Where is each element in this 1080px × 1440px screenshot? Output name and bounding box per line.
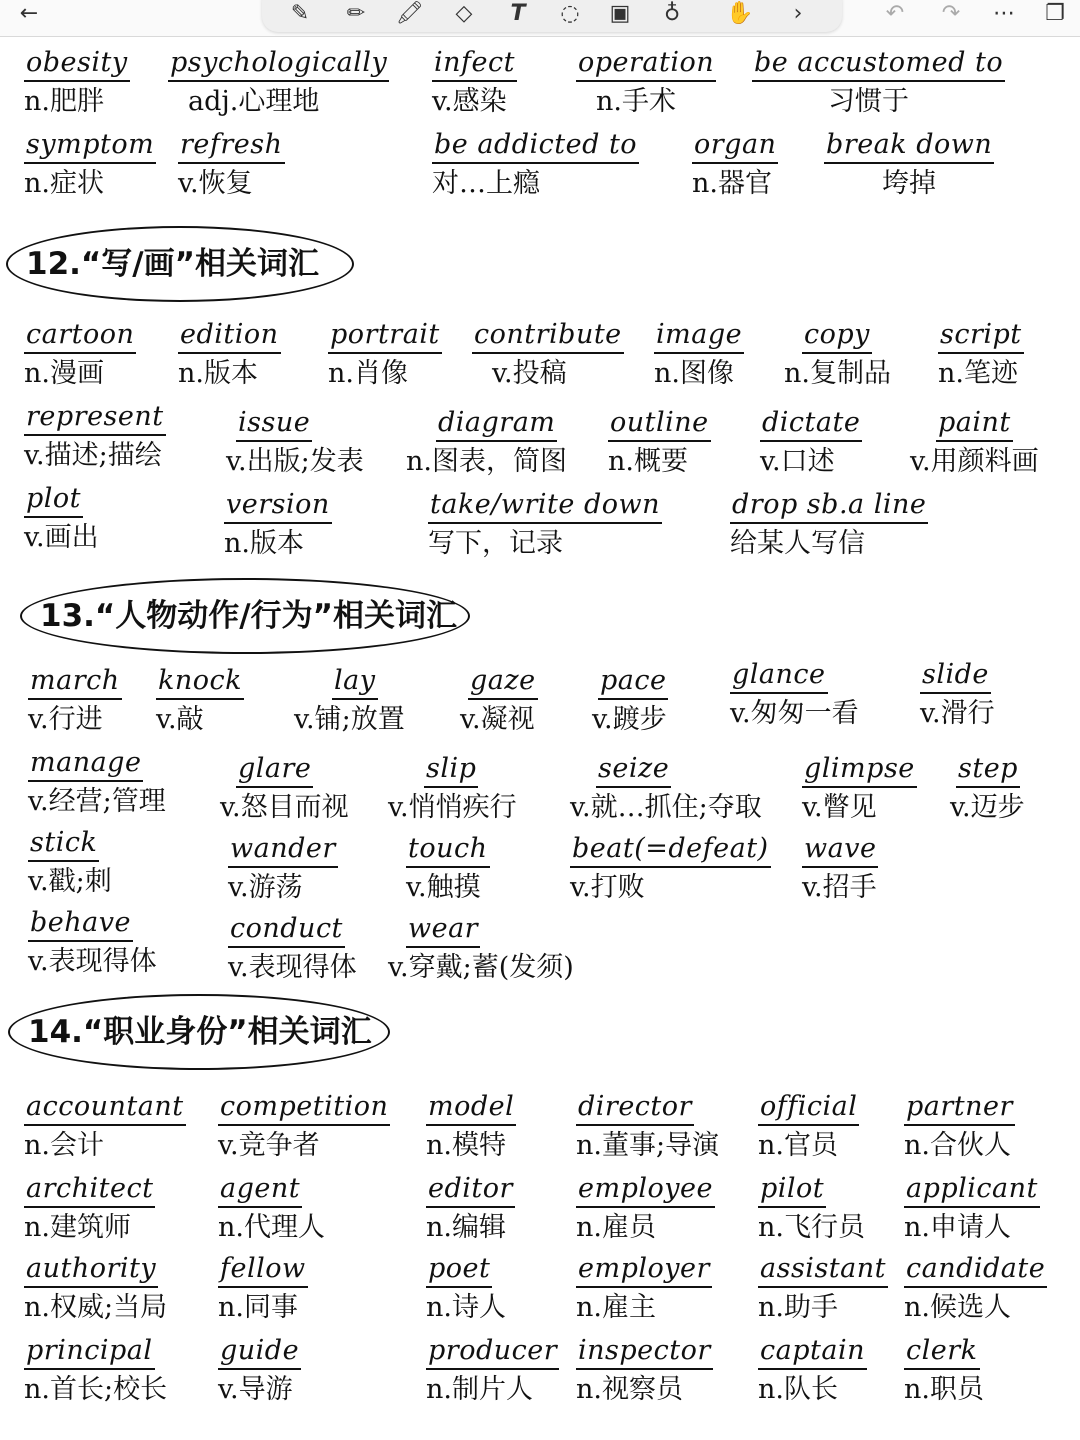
vocab-entry xyxy=(472,318,624,392)
vocab-entry xyxy=(730,488,928,562)
vocab-meaning: n.版本 xyxy=(178,358,258,389)
more-icon[interactable]: ⋯ xyxy=(993,0,1015,26)
vocab-meaning: v.竞争者 xyxy=(218,1130,320,1161)
vocab-word: authority xyxy=(24,1252,158,1288)
vocab-entry xyxy=(388,752,517,826)
vocab-word: slide xyxy=(920,658,991,694)
vocab-word: conduct xyxy=(228,912,345,948)
vocab-word: partner xyxy=(904,1090,1015,1126)
vocab-entry xyxy=(950,752,1025,826)
vocab-word: stick xyxy=(28,826,99,862)
vocab-word: editor xyxy=(426,1172,515,1208)
vocab-word: knock xyxy=(156,664,244,700)
vocab-meaning: n.申请人 xyxy=(904,1212,1011,1243)
vocab-meaning: n.漫画 xyxy=(24,358,104,389)
vocab-word: clerk xyxy=(904,1334,980,1370)
vocab-word: manage xyxy=(28,746,143,782)
highlighter-icon[interactable]: 🖍 xyxy=(396,0,424,26)
vocab-word: symptom xyxy=(24,128,156,164)
vocab-entry xyxy=(576,1252,712,1326)
vocab-entry xyxy=(426,1090,516,1164)
vocab-word: applicant xyxy=(904,1172,1040,1208)
vocab-entry xyxy=(576,1090,719,1164)
vocab-entry xyxy=(28,906,157,980)
vocab-entry xyxy=(24,1252,167,1326)
vocab-meaning: n.助手 xyxy=(758,1292,838,1323)
vocab-entry xyxy=(228,832,338,906)
vocab-entry xyxy=(904,1172,1040,1246)
vocab-meaning: v.踱步 xyxy=(592,704,667,735)
vocab-word: plot xyxy=(24,482,83,518)
vocab-word: wave xyxy=(802,832,878,868)
vocab-entry xyxy=(24,128,156,202)
hand-icon[interactable]: ✋ xyxy=(726,0,754,26)
vocab-entry xyxy=(156,664,244,738)
vocab-entry xyxy=(576,46,716,120)
vocab-entry xyxy=(24,1090,186,1164)
pen-icon[interactable]: ✏ xyxy=(346,0,366,26)
vocab-entry xyxy=(24,482,99,556)
vocab-meaning: v.穿戴;蓄(发须) xyxy=(388,952,574,983)
vocab-entry xyxy=(220,752,349,826)
vocab-entry xyxy=(758,1334,867,1408)
vocab-meaning: v.游荡 xyxy=(228,872,303,903)
vocab-entry xyxy=(802,832,878,906)
vocab-word: diagram xyxy=(436,406,557,442)
vocab-word: refresh xyxy=(178,128,285,164)
vocab-word: issue xyxy=(236,406,312,442)
vocab-word: dictate xyxy=(760,406,862,442)
vocab-word: producer xyxy=(426,1334,559,1370)
vocab-meaning: v.用颜料画 xyxy=(910,446,1039,477)
vocab-entry xyxy=(388,912,574,986)
vocab-meaning: n.飞行员 xyxy=(758,1212,865,1243)
vocab-word: paint xyxy=(936,406,1013,442)
vocab-meaning: n.症状 xyxy=(24,168,104,199)
vocab-word: employer xyxy=(576,1252,712,1288)
vocab-meaning: v.戳;刺 xyxy=(28,866,112,897)
vocab-entry xyxy=(460,664,538,738)
vocab-word: infect xyxy=(432,46,517,82)
vocab-word: portrait xyxy=(328,318,442,354)
vocab-word: employee xyxy=(576,1172,715,1208)
arrow-left-icon[interactable]: ← xyxy=(19,0,39,26)
vocab-word: operation xyxy=(576,46,716,82)
vocab-entry xyxy=(406,406,567,480)
vocab-word: represent xyxy=(24,400,166,436)
vocab-word: fellow xyxy=(218,1252,308,1288)
vocab-meaning: v.悄悄疾行 xyxy=(388,792,517,823)
vocab-word: official xyxy=(758,1090,859,1126)
vocab-word: take/write down xyxy=(428,488,662,524)
vocab-word: slip xyxy=(424,752,478,788)
section-heading-13 xyxy=(20,578,470,654)
vocab-entry xyxy=(218,1172,325,1246)
vocab-word: organ xyxy=(692,128,778,164)
vocab-entry xyxy=(802,752,917,826)
vocab-entry xyxy=(328,318,442,392)
vocab-word: copy xyxy=(802,318,872,354)
vocab-meaning: n.建筑师 xyxy=(24,1212,131,1243)
vocab-entry xyxy=(692,128,778,202)
vocab-word: seize xyxy=(596,752,671,788)
vocab-entry xyxy=(294,664,405,738)
vocab-word: cartoon xyxy=(24,318,136,354)
vocab-word: outline xyxy=(608,406,711,442)
vocab-entry xyxy=(224,488,332,562)
vocab-entry xyxy=(654,318,744,392)
vocab-entry xyxy=(576,1172,715,1246)
vocab-entry xyxy=(24,46,130,120)
vocab-word: beat(=defeat) xyxy=(570,832,771,868)
lasso-icon[interactable]: ◌ xyxy=(560,0,580,26)
vocab-meaning: v.触摸 xyxy=(406,872,481,903)
vocab-entry xyxy=(904,1252,1047,1326)
note-page xyxy=(0,36,1080,1440)
vocab-meaning: 给某人写信 xyxy=(730,528,865,559)
vocab-meaning: n.肖像 xyxy=(328,358,408,389)
section-title: 14.“职业身份”相关词汇 xyxy=(28,1014,372,1050)
vocab-meaning: v.描述;描绘 xyxy=(24,440,162,471)
vocab-word: break down xyxy=(824,128,994,164)
vocab-word: march xyxy=(28,664,122,700)
image-icon[interactable]: ▣ xyxy=(609,0,631,26)
vocab-meaning: v.投稿 xyxy=(492,358,567,389)
vocab-entry xyxy=(178,128,285,202)
vocab-meaning: n.职员 xyxy=(904,1374,984,1405)
vocab-word: inspector xyxy=(576,1334,713,1370)
vocab-entry xyxy=(752,46,1005,120)
vocab-entry xyxy=(824,128,994,202)
section-heading-14 xyxy=(8,994,390,1070)
vocab-word: obesity xyxy=(24,46,130,82)
vocab-meaning: v.凝视 xyxy=(460,704,535,735)
vocab-word: drop sb.a line xyxy=(730,488,928,524)
vocab-meaning: n.同事 xyxy=(218,1292,298,1323)
section-title: 12.“写/画”相关词汇 xyxy=(26,246,319,282)
vocab-entry xyxy=(784,318,891,392)
vocab-meaning: v.匆匆一看 xyxy=(730,698,859,729)
vocab-word: gaze xyxy=(468,664,538,700)
vocab-meaning: v.感染 xyxy=(432,86,507,117)
vocab-meaning: n.图像 xyxy=(654,358,734,389)
vocab-meaning: v.瞥见 xyxy=(802,792,877,823)
vocab-meaning: v.就…抓住;夺取 xyxy=(570,792,762,823)
vocab-word: version xyxy=(224,488,332,524)
vocab-word: be accustomed to xyxy=(752,46,1005,82)
vocab-meaning: n.候选人 xyxy=(904,1292,1011,1323)
vocab-meaning: n.首长;校长 xyxy=(24,1374,168,1405)
vocab-meaning: v.滑行 xyxy=(920,698,995,729)
vocab-word: director xyxy=(576,1090,694,1126)
vocab-meaning: n.诗人 xyxy=(426,1292,506,1323)
vocab-meaning: n.雇员 xyxy=(576,1212,656,1243)
vocab-meaning: n.队长 xyxy=(758,1374,838,1405)
vocab-meaning: v.恢复 xyxy=(178,168,253,199)
vocab-meaning: v.表现得体 xyxy=(228,952,357,983)
vocab-meaning: v.招手 xyxy=(802,872,877,903)
vocab-entry xyxy=(758,1090,859,1164)
vocab-meaning: v.打败 xyxy=(570,872,645,903)
vocab-entry xyxy=(24,318,136,392)
vocab-entry xyxy=(218,1252,308,1326)
vocab-word: accountant xyxy=(24,1090,186,1126)
vocab-entry xyxy=(228,912,357,986)
lasso-pen-icon[interactable]: ✎ xyxy=(290,0,310,26)
vocab-meaning: 对…上瘾 xyxy=(432,168,540,199)
vocab-entry xyxy=(24,1172,155,1246)
vocab-entry xyxy=(218,1090,390,1164)
vocab-meaning: v.出版;发表 xyxy=(226,446,364,477)
vocab-meaning: v.画出 xyxy=(24,522,99,553)
redo-icon[interactable]: ↷ xyxy=(941,0,961,26)
vocab-word: image xyxy=(654,318,744,354)
vocab-meaning: 习惯于 xyxy=(828,86,909,117)
vocab-entry xyxy=(904,1334,984,1408)
vocab-meaning: v.经营;管理 xyxy=(28,786,166,817)
vocab-word: be addicted to xyxy=(432,128,639,164)
vocab-entry xyxy=(28,664,122,738)
vocab-entry xyxy=(168,46,389,120)
chevron-right-icon[interactable]: › xyxy=(793,0,803,26)
vocab-meaning: n.董事;导演 xyxy=(576,1130,720,1161)
vocab-entry xyxy=(426,1252,506,1326)
vocab-entry xyxy=(406,832,490,906)
vocab-entry xyxy=(910,406,1039,480)
vocab-word: architect xyxy=(24,1172,155,1208)
vocab-entry xyxy=(28,826,112,900)
vocab-entry xyxy=(428,488,662,562)
vocab-meaning: n.笔迹 xyxy=(938,358,1018,389)
vocab-word: guide xyxy=(218,1334,301,1370)
vocab-meaning: n.复制品 xyxy=(784,358,891,389)
vocab-meaning: v.敲 xyxy=(156,704,204,735)
vocab-word: poet xyxy=(426,1252,492,1288)
vocab-meaning: v.表现得体 xyxy=(28,946,157,977)
vocab-entry xyxy=(426,1334,559,1408)
text-icon[interactable]: T xyxy=(510,0,526,26)
vocab-meaning: v.怒目而视 xyxy=(220,792,349,823)
vocab-word: competition xyxy=(218,1090,390,1126)
vocab-word: glimpse xyxy=(802,752,917,788)
vocab-word: candidate xyxy=(904,1252,1047,1288)
vocab-word: script xyxy=(938,318,1024,354)
vocab-entry xyxy=(432,128,639,202)
vocab-entry xyxy=(426,1172,515,1246)
vocab-entry xyxy=(592,664,668,738)
vocab-word: agent xyxy=(218,1172,302,1208)
vocab-meaning: n.官员 xyxy=(758,1130,838,1161)
vocab-meaning: n.手术 xyxy=(596,86,676,117)
section-title: 13.“人物动作/行为”相关词汇 xyxy=(40,598,457,634)
vocab-meaning: n.器官 xyxy=(692,168,772,199)
vocab-entry xyxy=(226,406,364,480)
undo-icon[interactable]: ↶ xyxy=(885,0,905,26)
vocab-word: lay xyxy=(332,664,378,700)
vocab-word: psychologically xyxy=(168,46,389,82)
pages-icon[interactable]: ❐ xyxy=(1045,0,1065,26)
vocab-entry xyxy=(758,1252,888,1326)
vocab-meaning: n.会计 xyxy=(24,1130,104,1161)
vocab-meaning: n.代理人 xyxy=(218,1212,325,1243)
vocab-word: wear xyxy=(406,912,480,948)
vocab-word: pace xyxy=(598,664,668,700)
vocab-word: touch xyxy=(406,832,490,868)
vocab-meaning: 垮掉 xyxy=(882,168,936,199)
vocab-word: model xyxy=(426,1090,516,1126)
vocab-entry xyxy=(938,318,1024,392)
vocab-meaning: v.行进 xyxy=(28,704,103,735)
vocab-meaning: 写下，记录 xyxy=(428,528,563,559)
vocab-meaning: n.编辑 xyxy=(426,1212,506,1243)
vocab-meaning: v.铺;放置 xyxy=(294,704,405,735)
vocab-entry xyxy=(28,746,166,820)
vocab-meaning: n.合伙人 xyxy=(904,1130,1011,1161)
vocab-meaning: adj.心理地 xyxy=(188,86,320,117)
vocab-entry xyxy=(570,832,771,906)
vocab-word: pilot xyxy=(758,1172,826,1208)
vocab-meaning: v.迈步 xyxy=(950,792,1025,823)
vocab-meaning: n.视察员 xyxy=(576,1374,683,1405)
tool-palette xyxy=(262,0,842,32)
vocab-word: behave xyxy=(28,906,133,942)
vocab-meaning: n.肥胖 xyxy=(24,86,104,117)
vocab-meaning: n.雇主 xyxy=(576,1292,656,1323)
vocab-entry xyxy=(178,318,281,392)
vocab-word: glare xyxy=(236,752,313,788)
vocab-entry xyxy=(920,658,995,732)
vocab-entry xyxy=(730,658,859,732)
vocab-meaning: v.口述 xyxy=(760,446,835,477)
vocab-meaning: n.图表，简图 xyxy=(406,446,567,477)
vocab-word: captain xyxy=(758,1334,867,1370)
vocab-word: contribute xyxy=(472,318,624,354)
vocab-meaning: n.版本 xyxy=(224,528,304,559)
vocab-entry xyxy=(570,752,762,826)
vocab-entry xyxy=(758,1172,865,1246)
eraser-icon[interactable]: ◇ xyxy=(455,0,473,26)
vocab-word: principal xyxy=(24,1334,155,1370)
vocab-entry xyxy=(24,1334,167,1408)
vocab-entry xyxy=(432,46,517,120)
vocab-entry xyxy=(904,1090,1015,1164)
vocab-word: step xyxy=(956,752,1020,788)
vocab-entry xyxy=(218,1334,301,1408)
microphone-icon[interactable]: ♁ xyxy=(663,0,681,26)
vocab-entry xyxy=(24,400,166,474)
vocab-meaning: n.模特 xyxy=(426,1130,506,1161)
vocab-entry xyxy=(576,1334,713,1408)
vocab-meaning: n.制片人 xyxy=(426,1374,533,1405)
notes-toolbar xyxy=(0,0,1080,37)
vocab-word: assistant xyxy=(758,1252,888,1288)
section-heading-12 xyxy=(6,226,354,302)
vocab-meaning: v.导游 xyxy=(218,1374,293,1405)
vocab-word: wander xyxy=(228,832,338,868)
vocab-entry xyxy=(760,406,862,480)
vocab-word: edition xyxy=(178,318,281,354)
vocab-meaning: n.概要 xyxy=(608,446,688,477)
vocab-word: glance xyxy=(730,658,828,694)
vocab-meaning: n.权威;当局 xyxy=(24,1292,168,1323)
vocab-entry xyxy=(608,406,711,480)
